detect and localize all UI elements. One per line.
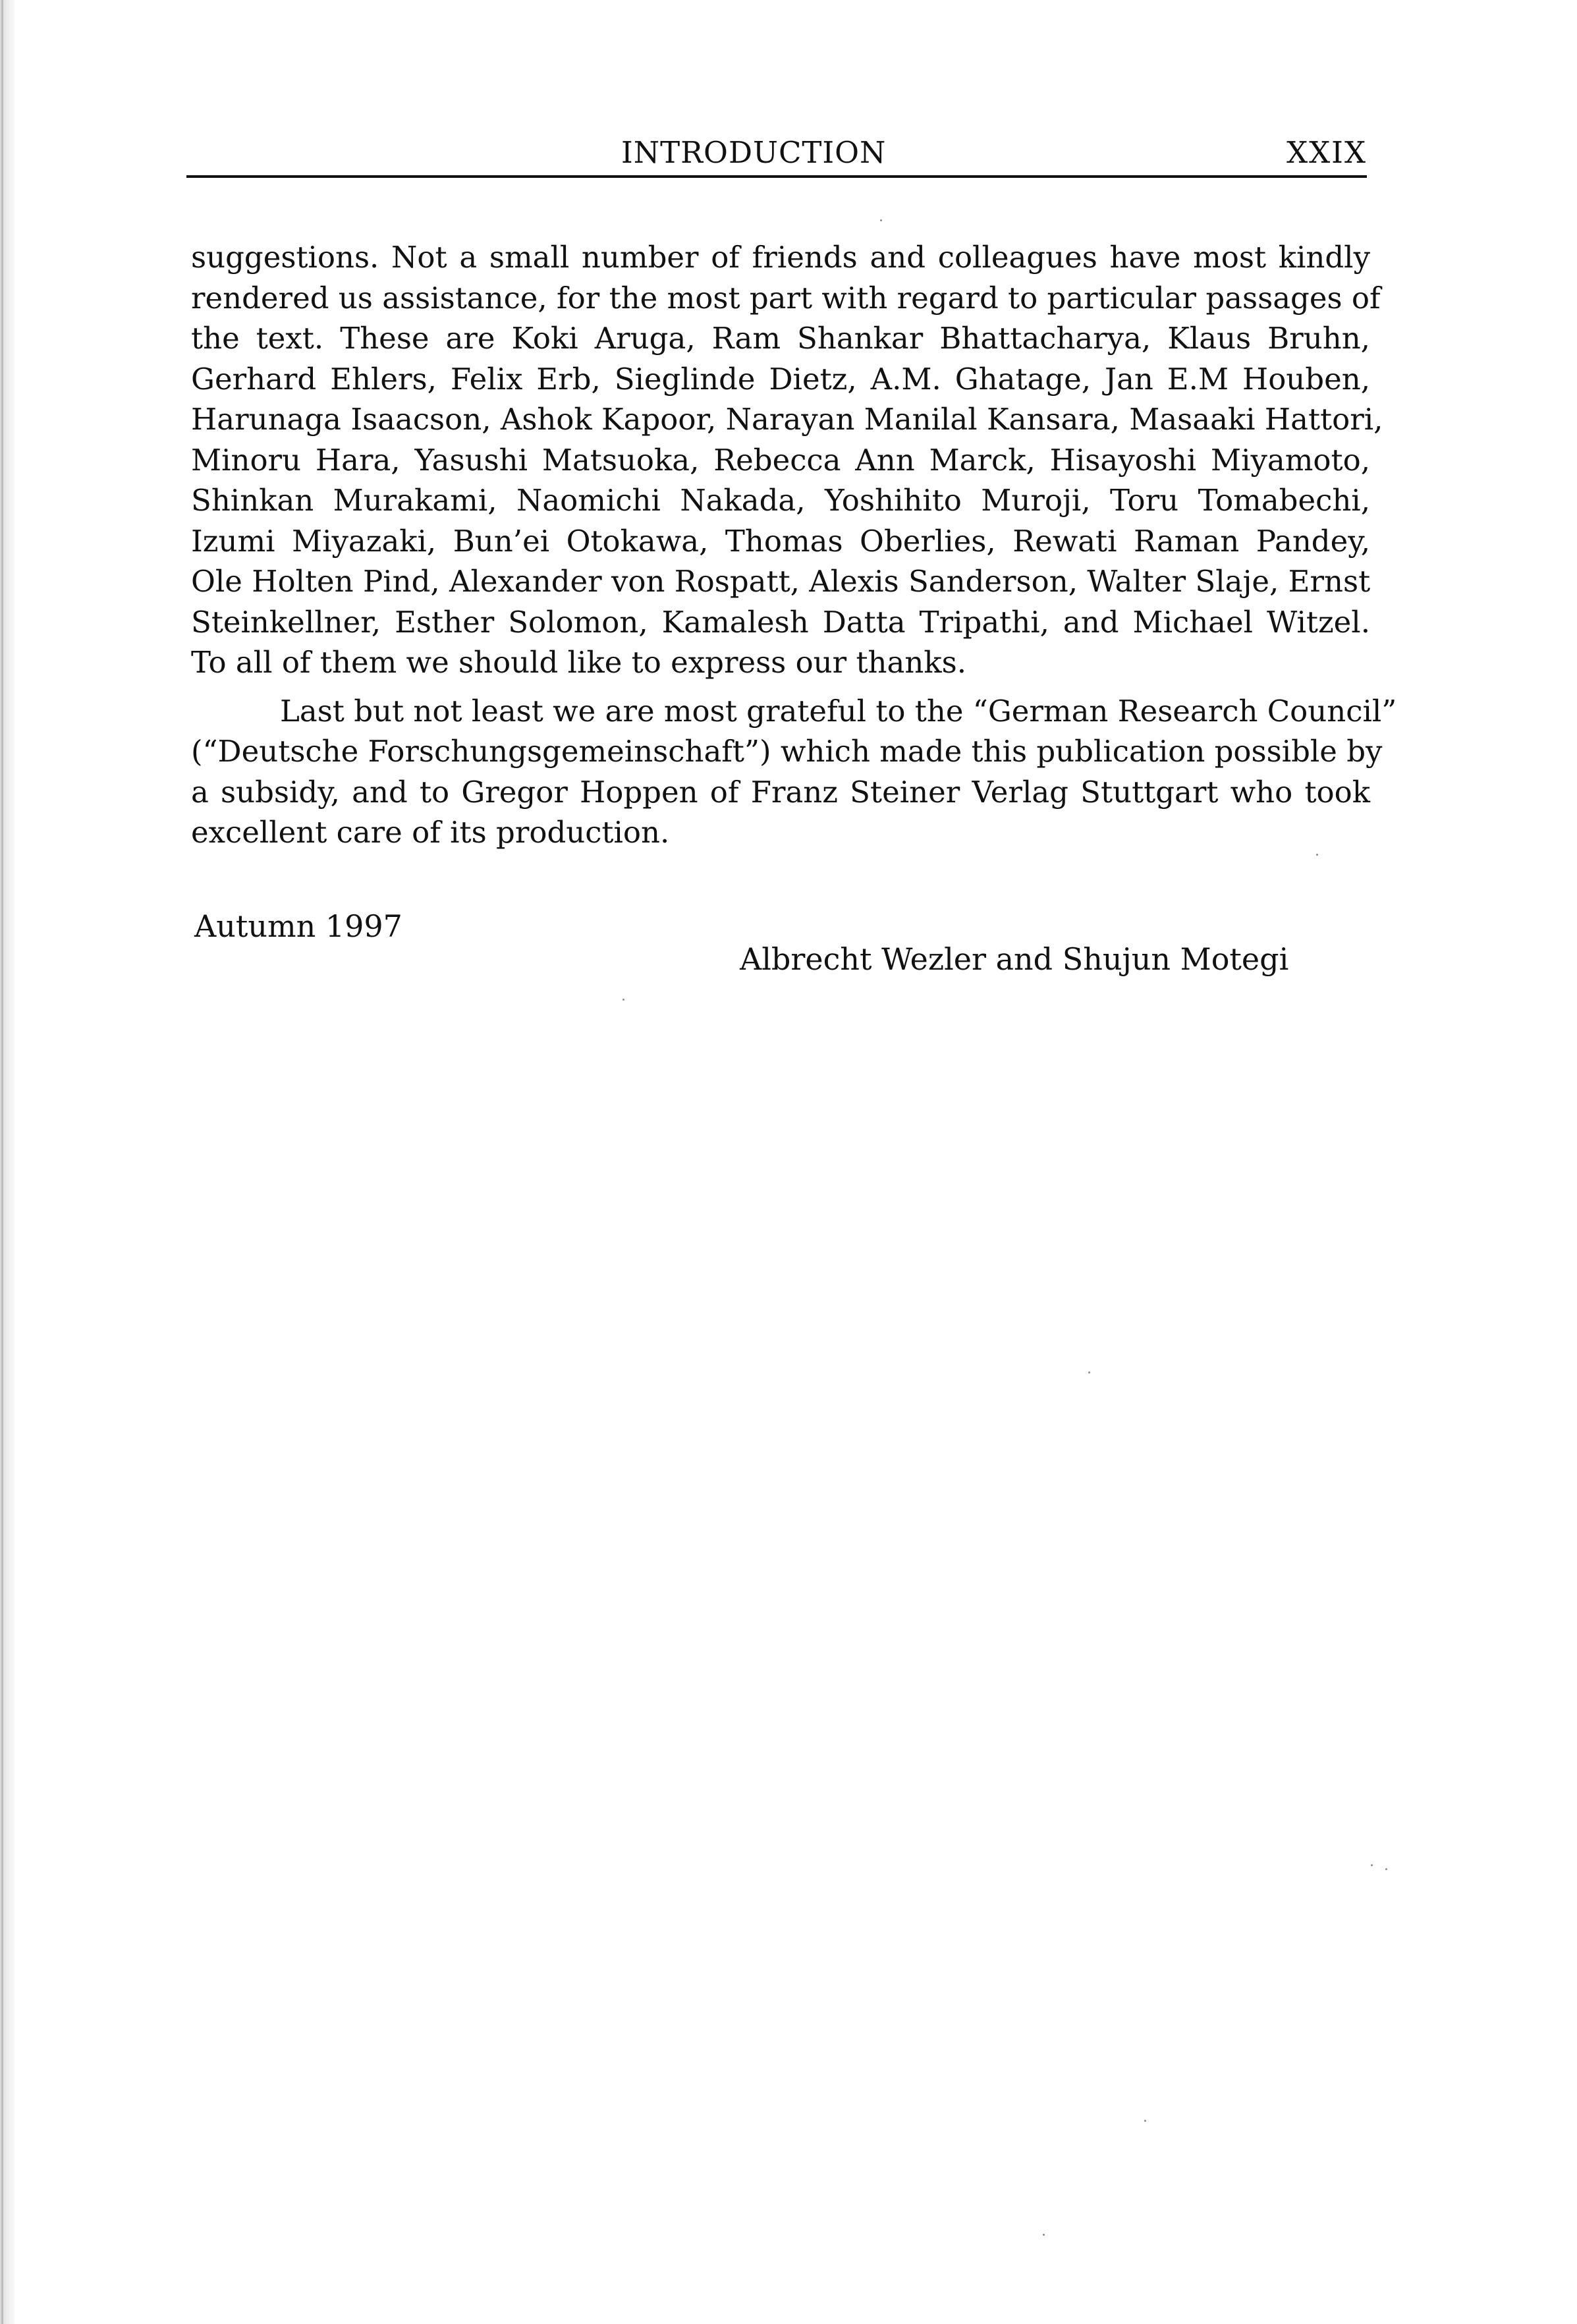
text-line: Shinkan Murakami, Naomichi Nakada, Yoshihito Muroji, Toru Tomabechi, [191,483,1370,518]
scan-speck [880,219,882,221]
scan-speck [1316,854,1318,856]
paragraph-funding [191,691,1397,853]
scan-speck [1371,1864,1373,1866]
page-binding-shadow [1,0,3,2324]
text-line: a subsidy, and to Gregor Hoppen of Franz Steiner Verlag Stuttgart who took [191,774,1370,810]
text-line: excellent care of its production. [191,815,670,850]
scan-speck [1043,2234,1045,2236]
page-number: XXIX [1286,135,1367,170]
text-line: suggestions. Not a small number of friends and colleagues have most kindly [191,240,1370,275]
text-line: Steinkellner, Esther Solomon, Kamalesh Datta Tripathi, and Michael Witzel. [191,604,1370,640]
text-line: To all of them we should like to express our thanks. [191,645,967,680]
signature-line: Albrecht Wezler and Shujun Motegi [740,941,1289,977]
text-line: (“Deutsche Forschungsgemeinschaft”) which made this publication possible by [191,734,1383,769]
text-line: Harunaga Isaacson, Ashok Kapoor, Narayan Manilal Kansara, Masaaki Hattori, [191,402,1383,437]
scan-speck [1088,1371,1090,1373]
text-line: Ole Holten Pind, Alexander von Rospatt, Alexis Sanderson, Walter Slaje, Ernst [191,564,1371,599]
text-line: Gerhard Ehlers, Felix Erb, Sieglinde Dietz, A.M. Ghatage, Jan E.M Houben, [191,361,1370,397]
text-line: Izumi Miyazaki, Bun’ei Otokawa, Thomas Oberlies, Rewati Raman Pandey, [191,523,1370,559]
running-head [186,129,1367,177]
scan-speck [622,999,624,1001]
header-rule [186,175,1367,178]
text-line: Minoru Hara, Yasushi Matsuoka, Rebecca Ann Marck, Hisayoshi Miyamoto, [191,442,1370,478]
date-line: Autumn 1997 [194,908,402,944]
body-text [191,237,1397,853]
scan-speck [1385,1868,1387,1870]
paragraph-acknowledgements [191,237,1383,683]
scan-speck [1144,2120,1146,2122]
text-line: Last but not least we are most grateful to the “German Research Council” [280,693,1397,729]
running-head-title: INTRODUCTION [621,135,887,170]
text-line: rendered us assistance, for the most part with regard to particular passages of [191,280,1381,316]
text-line: the text. These are Koki Aruga, Ram Shankar Bhattacharya, Klaus Bruhn, [191,321,1370,356]
